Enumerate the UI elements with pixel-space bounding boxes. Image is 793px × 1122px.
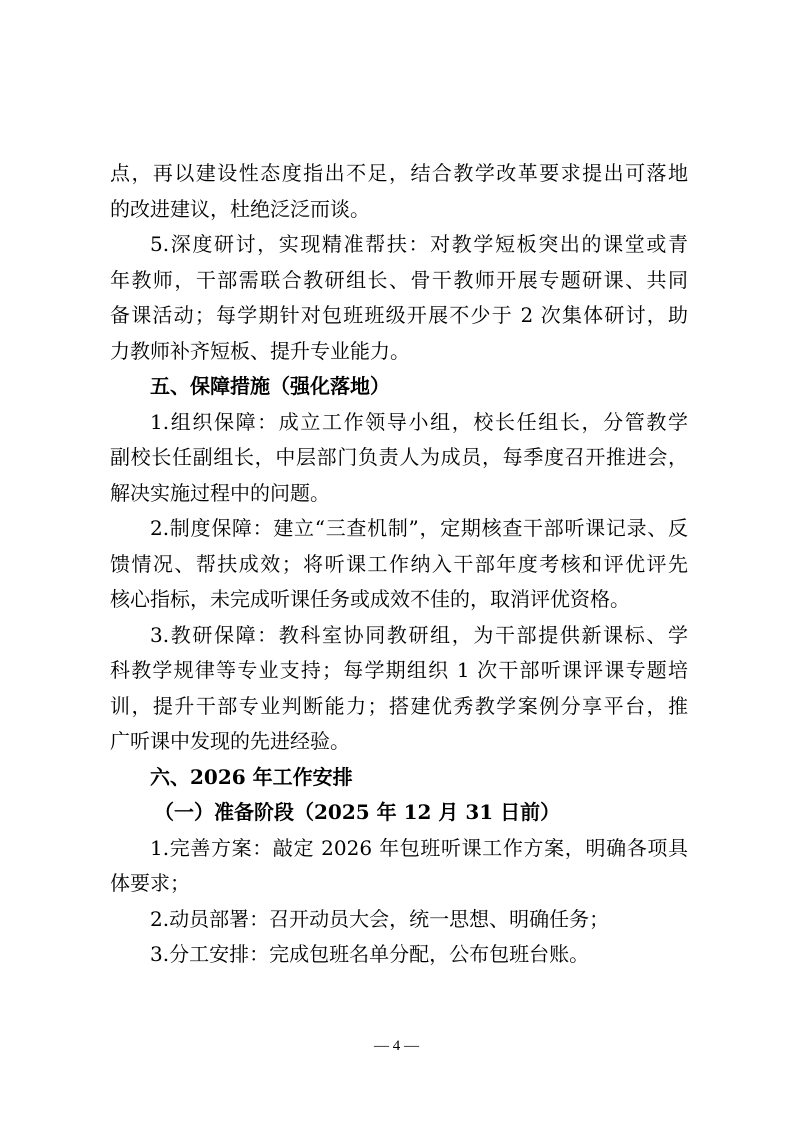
document-body <box>110 156 688 973</box>
paragraph-line: 点，再以建设性态度指出不足，结合教学改革要求提出可落地 <box>110 161 688 185</box>
paragraph-line: 副校长任副组长，中层部门负责人为成员，每季度召开推进会， <box>110 445 688 469</box>
paragraph-line: 解决实施过程中的问题。 <box>110 480 330 505</box>
paragraph-line: 年教师，干部需联合教研组长、骨干教师开展专题研课、共同 <box>110 267 688 292</box>
paragraph-line: 体要求； <box>110 871 190 895</box>
paragraph-line: 5.深度研讨，实现精准帮扶：对教学短板突出的课堂或青 <box>150 232 688 256</box>
paragraph-line: 2.制度保障：建立“三查机制”，定期核查干部听课记录、反 <box>150 516 688 540</box>
paragraph-line: 力教师补齐短板、提升专业能力。 <box>110 338 410 363</box>
subsection-heading: （一）准备阶段（2025 年 12 月 31 日前） <box>154 800 561 824</box>
paragraph-line: 核心指标，未完成听课任务或成效不佳的，取消评优资格。 <box>110 587 630 611</box>
paragraph-line: 训，提升干部专业判断能力；搭建优秀教学案例分享平台，推 <box>110 693 688 718</box>
paragraph-line: 科教学规律等专业支持；每学期组织 1 次干部听课评课专题培 <box>110 658 688 682</box>
section-heading: 五、保障措施（强化落地） <box>150 374 390 398</box>
paragraph-line: 广听课中发现的先进经验。 <box>110 729 350 753</box>
section-heading: 六、2026 年工作安排 <box>150 764 353 789</box>
paragraph-line: 馈情况、帮扶成效；将听课工作纳入干部年度考核和评优评先 <box>110 551 688 576</box>
paragraph-line: 的改进建议，杜绝泛泛而谈。 <box>110 196 370 221</box>
paragraph-line: 3.教研保障：教科室协同教研组，为干部提供新课标、学 <box>150 622 688 647</box>
paragraph-line: 3.分工安排：完成包班名单分配，公布包班台账。 <box>150 942 590 966</box>
paragraph-line: 2.动员部署：召开动员大会，统一思想、明确任务； <box>150 906 610 931</box>
paragraph-line: 1.完善方案：敲定 2026 年包班听课工作方案，明确各项具 <box>150 835 688 860</box>
page-number: — 4 — <box>374 1038 419 1054</box>
paragraph-line: 备课活动；每学期针对包班班级开展不少于 2 次集体研讨，助 <box>110 303 688 327</box>
paragraph-line: 1.组织保障：成立工作领导小组，校长任组长，分管教学 <box>150 409 688 434</box>
